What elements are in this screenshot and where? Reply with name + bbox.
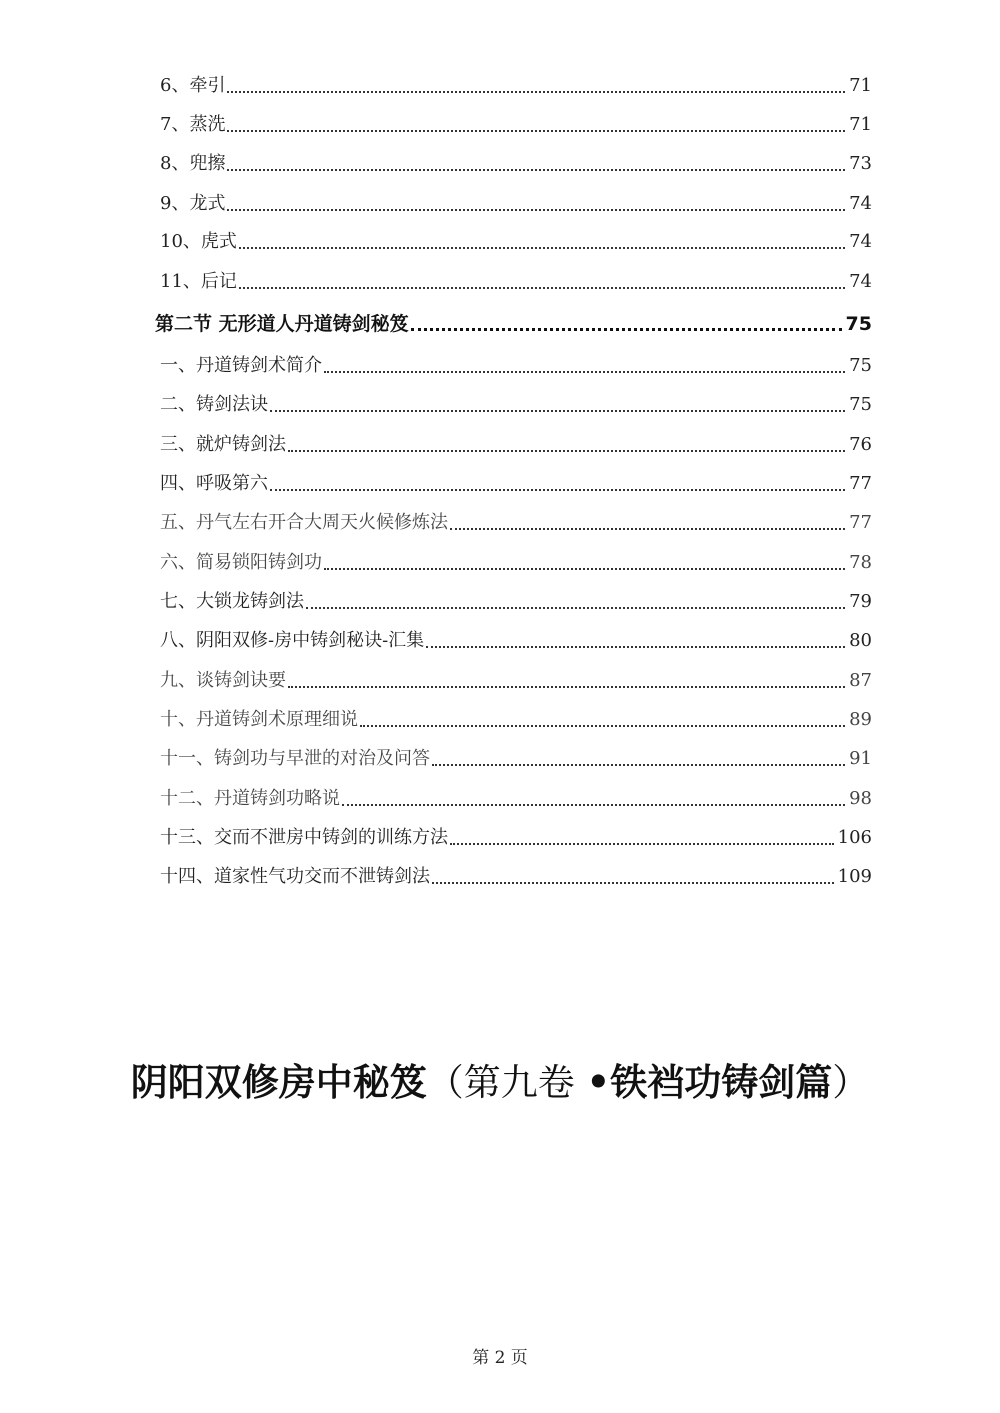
dot-leader <box>227 116 845 132</box>
toc-entry[interactable] <box>160 66 872 98</box>
toc-entry[interactable] <box>160 425 872 457</box>
toc-entry-label: 三、就炉铸剑法 <box>160 434 286 455</box>
toc-entry[interactable] <box>160 346 872 378</box>
toc-entry-label: 四、呼吸第六 <box>160 473 268 494</box>
toc-entry-page: 77 <box>849 512 872 533</box>
toc-entry[interactable] <box>160 700 872 732</box>
dot-leader <box>324 357 845 373</box>
volume-title <box>0 1052 1000 1106</box>
toc-entry-page: 79 <box>849 591 872 612</box>
toc-entry[interactable] <box>160 464 872 496</box>
toc-entry[interactable] <box>160 621 872 653</box>
toc-entry[interactable] <box>160 222 872 254</box>
toc-entry-page: 76 <box>849 434 872 455</box>
dot-leader <box>324 554 845 570</box>
dot-leader <box>432 750 845 766</box>
toc-entry-label: 一、丹道铸剑术简介 <box>160 355 322 376</box>
toc-section-label: 第二节 无形道人丹道铸剑秘笈 <box>155 313 409 335</box>
toc-entry[interactable] <box>160 857 872 889</box>
toc-entry-label: 七、大锁龙铸剑法 <box>160 591 304 612</box>
dot-leader <box>288 672 845 688</box>
toc-entry-page: 98 <box>849 788 872 809</box>
dot-leader <box>342 790 845 806</box>
toc-entry-label: 九、谈铸剑诀要 <box>160 670 286 691</box>
dot-leader <box>227 195 845 211</box>
dot-leader <box>227 77 845 93</box>
toc-entry-page: 73 <box>849 153 872 174</box>
dot-leader <box>360 711 845 727</box>
volume-title-paren-close: ） <box>832 1061 870 1104</box>
toc-entry-page: 91 <box>849 748 872 769</box>
toc-entry-page: 74 <box>849 271 872 292</box>
toc-entry-page: 106 <box>837 827 872 848</box>
toc-entry-label: 9、龙式 <box>160 193 226 214</box>
dot-leader <box>227 155 845 171</box>
toc-entry[interactable] <box>160 385 872 417</box>
toc-entry-label: 八、阴阳双修-房中铸剑秘诀-汇集 <box>160 630 425 651</box>
toc-section-heading[interactable] <box>155 302 872 336</box>
toc-entry-label: 五、丹气左右开合大周天火候修炼法 <box>160 512 448 533</box>
toc-entry[interactable] <box>160 739 872 771</box>
toc-entry-label: 8、兜擦 <box>160 153 226 174</box>
toc-entry-page: 71 <box>849 75 872 96</box>
dot-leader <box>239 233 845 249</box>
toc-entry-page: 87 <box>849 670 872 691</box>
toc-entry-label: 6、牵引 <box>160 75 226 96</box>
toc-entry-label: 十一、铸剑功与早泄的对治及问答 <box>160 748 430 769</box>
toc-entry-page: 89 <box>849 709 872 730</box>
toc-entry[interactable] <box>160 818 872 850</box>
toc-entry[interactable] <box>160 582 872 614</box>
toc-entry[interactable] <box>160 661 872 693</box>
toc-entry-label: 十、丹道铸剑术原理细说 <box>160 709 358 730</box>
dot-leader <box>270 396 845 412</box>
toc-entry-label: 十二、丹道铸剑功略说 <box>160 788 340 809</box>
toc-entry[interactable] <box>160 144 872 176</box>
dot-leader <box>239 273 845 289</box>
toc-entry-page: 75 <box>849 394 872 415</box>
toc-entry-page: 80 <box>849 630 872 651</box>
dot-leader <box>450 514 845 530</box>
dot-leader <box>270 475 845 491</box>
toc-entry-page: 109 <box>837 866 872 887</box>
toc-entry[interactable] <box>160 543 872 575</box>
toc-entry-page: 77 <box>849 473 872 494</box>
page-number-footer: 第 2 页 <box>472 1348 528 1368</box>
toc-entry-label: 11、后记 <box>160 271 237 292</box>
volume-title-main: 阴阳双修房中秘笈 <box>130 1061 427 1104</box>
toc-entry[interactable] <box>160 503 872 535</box>
toc-entry[interactable] <box>160 779 872 811</box>
dot-leader <box>306 593 845 609</box>
dot-leader <box>432 868 834 884</box>
toc-entry-label: 10、虎式 <box>160 231 237 252</box>
toc-entry-label: 7、蒸洗 <box>160 114 226 135</box>
dot-leader <box>426 632 845 648</box>
toc-entry-page: 71 <box>849 114 872 135</box>
toc-entry-page: 78 <box>849 552 872 573</box>
volume-title-paren-open: （第九卷 <box>426 1061 587 1104</box>
dot-leader <box>288 436 845 452</box>
toc-entry[interactable] <box>160 184 872 216</box>
toc-section-page: 75 <box>845 313 872 335</box>
toc-entry-page: 74 <box>849 231 872 252</box>
toc-entry-label: 二、铸剑法诀 <box>160 394 268 415</box>
toc-entry[interactable] <box>160 105 872 137</box>
toc-entry-label: 十四、道家性气功交而不泄铸剑法 <box>160 866 430 887</box>
toc-entry[interactable] <box>160 262 872 294</box>
toc-entry-label: 六、简易锁阳铸剑功 <box>160 552 322 573</box>
dot-leader <box>411 314 842 331</box>
toc-entry-label: 十三、交而不泄房中铸剑的训练方法 <box>160 827 448 848</box>
toc-entry-page: 74 <box>849 193 872 214</box>
volume-title-subtitle: •铁裆功铸剑篇 <box>586 1061 833 1104</box>
dot-leader <box>450 829 834 845</box>
toc-entry-page: 75 <box>849 355 872 376</box>
